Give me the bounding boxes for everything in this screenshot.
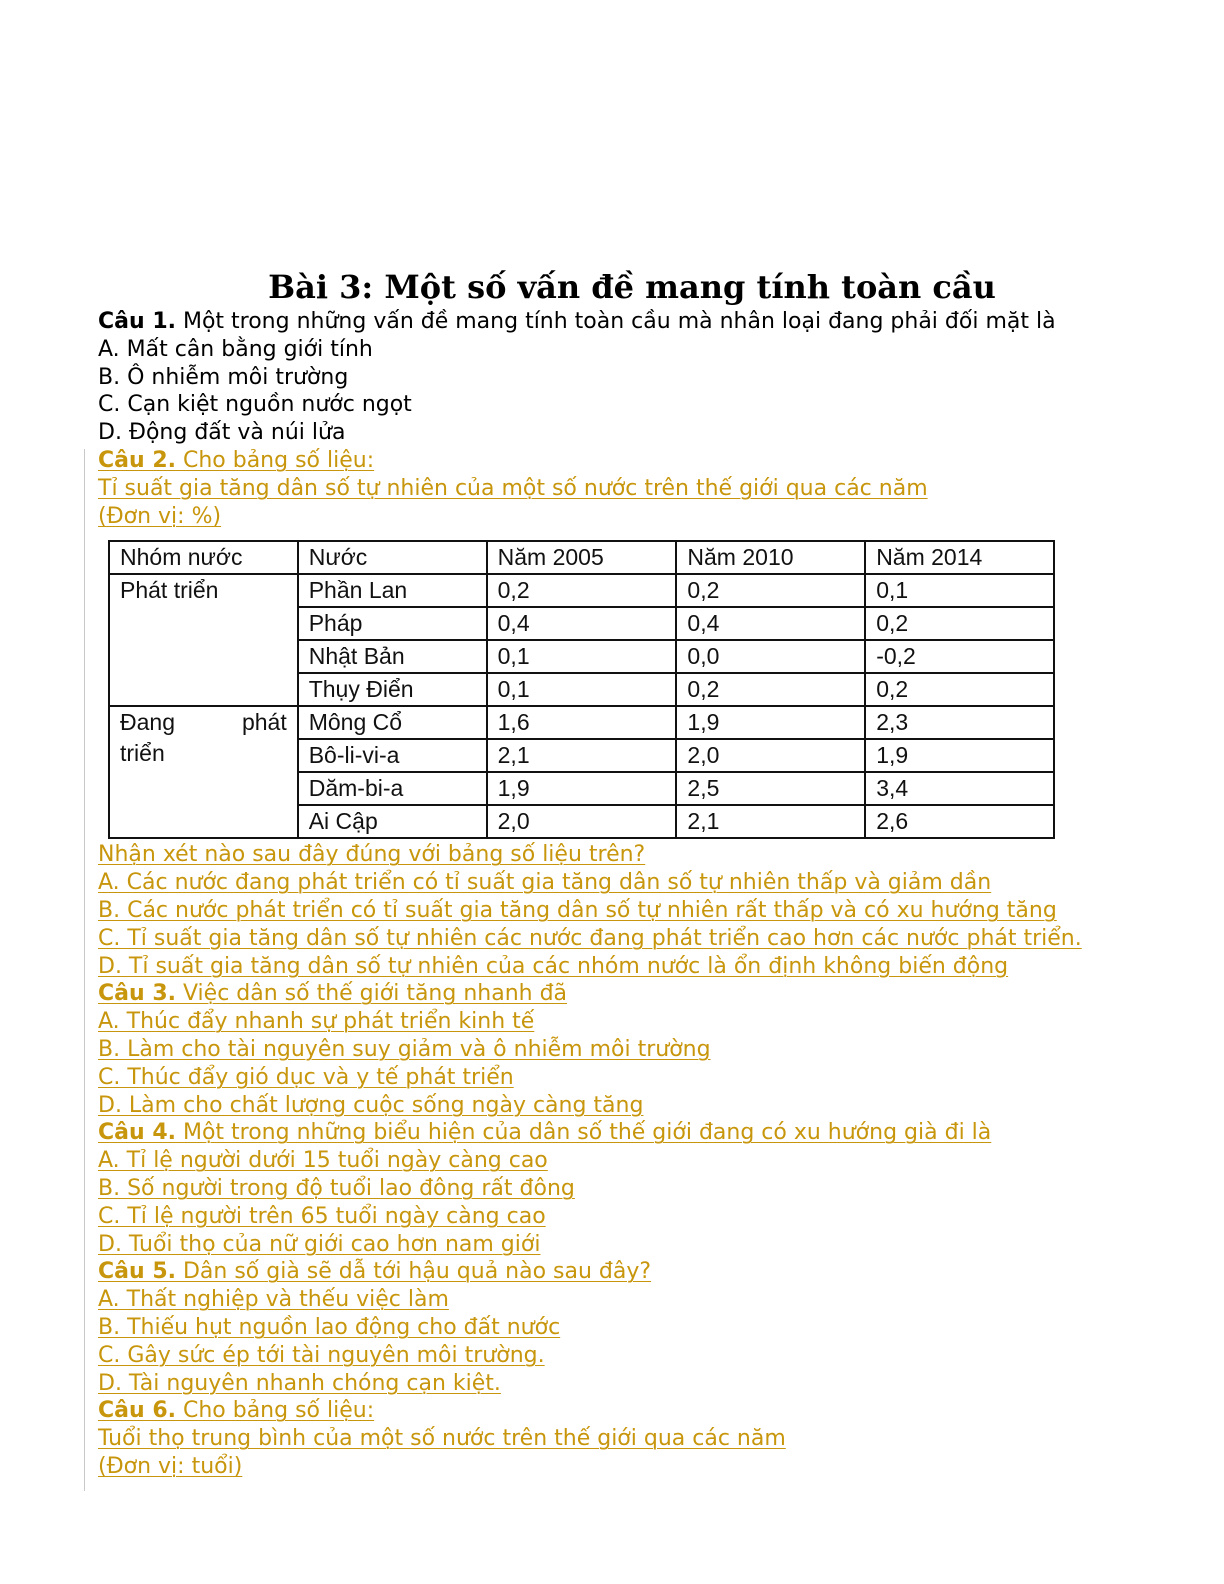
value-cell: 2,0 [487, 805, 677, 838]
q2-table-unit: (Đơn vị: %) [98, 503, 222, 529]
value-cell: 2,6 [865, 805, 1054, 838]
q1-option-b: B. Ô nhiễm môi trường [98, 364, 349, 390]
population-growth-table [108, 540, 1055, 839]
group-developing-first-line [120, 707, 287, 738]
country-cell: Thụy Điển [298, 673, 487, 706]
value-cell: 0,0 [676, 640, 865, 673]
question-1-text: Một trong những vấn đề mang tính toàn cầu mà nhân loại đang phải đối mặt là [175, 309, 1056, 334]
country-cell: Dăm-bi-a [298, 772, 487, 805]
value-cell: 0,2 [676, 673, 865, 706]
value-cell: 1,9 [487, 772, 677, 805]
question-2-text: Cho bảng số liệu: [175, 447, 375, 473]
question-3 [98, 980, 1198, 1008]
value-cell: 0,1 [487, 673, 677, 706]
country-cell: Ai Cập [298, 805, 487, 838]
question-6-text: Cho bảng số liệu: [175, 1398, 375, 1424]
q2-question: Nhận xét nào sau đây đúng với bảng số liệu trên? [98, 842, 646, 868]
value-cell: 0,2 [865, 673, 1054, 706]
value-cell: 2,3 [865, 706, 1054, 739]
page-title: Bài 3: Một số vấn đề mang tính toàn cầu [268, 268, 996, 306]
group-developing-word-1: Đang [120, 709, 175, 736]
value-cell: 0,1 [487, 640, 677, 673]
q6-table-unit: (Đơn vị: tuổi) [98, 1453, 243, 1479]
q2-option-c: C. Tỉ suất gia tăng dân số tự nhiên các nước đang phát triển cao hơn các nước phát triển. [98, 925, 1082, 951]
q3-option-b: B. Làm cho tài nguyên suy giảm và ô nhiễm môi trường [98, 1036, 711, 1062]
value-cell: 2,0 [676, 739, 865, 772]
document-body [98, 308, 1198, 1481]
header-cell: Năm 2014 [865, 541, 1054, 574]
q2-table-caption: Tỉ suất gia tăng dân số tự nhiên của một số nước trên thế giới qua các năm [98, 475, 928, 501]
value-cell: 1,6 [487, 706, 677, 739]
value-cell: 1,9 [676, 706, 865, 739]
table-row [109, 574, 1054, 607]
question-1-label: Câu 1. [98, 309, 176, 334]
country-cell: Phần Lan [298, 574, 487, 607]
question-3-label: Câu 3. [98, 981, 176, 1007]
value-cell: 2,1 [487, 739, 677, 772]
question-1 [98, 308, 1198, 336]
value-cell: 0,2 [487, 574, 677, 607]
value-cell: 3,4 [865, 772, 1054, 805]
table-header-row [109, 541, 1054, 574]
country-cell: Mông Cổ [298, 706, 487, 739]
value-cell: 0,2 [865, 607, 1054, 640]
question-5-text: Dân số già sẽ dẫ tới hậu quả nào sau đây? [175, 1259, 652, 1285]
country-cell: Nhật Bản [298, 640, 487, 673]
q5-option-c: C. Gây sức ép tới tài nguyên môi trường. [98, 1342, 545, 1368]
table-row [109, 706, 1054, 739]
q3-option-c: C. Thúc đẩy gió dục và y tế phát triển [98, 1064, 514, 1090]
q2-option-d: D. Tỉ suất gia tăng dân số tự nhiên của các nhóm nước là ổn định không biến động [98, 953, 1009, 979]
header-cell: Nhóm nước [109, 541, 298, 574]
question-2-label: Câu 2. [98, 447, 176, 473]
q2-data-table-wrap [108, 540, 1198, 839]
value-cell: 2,5 [676, 772, 865, 805]
value-cell: 0,4 [487, 607, 677, 640]
q3-option-a: A. Thúc đẩy nhanh sự phát triển kinh tế [98, 1009, 535, 1035]
question-3-text: Việc dân số thế giới tăng nhanh đã [175, 981, 568, 1007]
question-6 [98, 1397, 1198, 1425]
q2-option-b: B. Các nước phát triển có tỉ suất gia tăng dân số tự nhiên rất thấp và có xu hướng tăng [98, 897, 1057, 923]
group-developed-cell: Phát triển [109, 574, 298, 706]
q2-option-a: A. Các nước đang phát triển có tỉ suất gia tăng dân số tự nhiên thấp và giảm dần [98, 870, 992, 896]
question-4-text: Một trong những biểu hiện của dân số thế giới đang có xu hướng già đi là [175, 1120, 992, 1146]
country-cell: Pháp [298, 607, 487, 640]
group-developing-word-3: triển [120, 740, 165, 767]
question-2 [98, 447, 1198, 475]
value-cell: 0,4 [676, 607, 865, 640]
header-cell: Năm 2010 [676, 541, 865, 574]
q4-option-a: A. Tỉ lệ người dưới 15 tuổi ngày càng cao [98, 1148, 548, 1174]
question-4 [98, 1119, 1198, 1147]
q1-option-d: D. Động đất và núi lửa [98, 420, 346, 446]
value-cell: 2,1 [676, 805, 865, 838]
group-developing-cell [109, 706, 298, 838]
q6-table-caption: Tuổi thọ trung bình của một số nước trên thế giới qua các năm [98, 1426, 786, 1452]
q5-option-d: D. Tài nguyên nhanh chóng cạn kiệt. [98, 1370, 501, 1396]
value-cell: -0,2 [865, 640, 1054, 673]
q4-option-d: D. Tuổi thọ của nữ giới cao hơn nam giới [98, 1231, 541, 1257]
header-cell: Năm 2005 [487, 541, 677, 574]
question-5-label: Câu 5. [98, 1259, 176, 1285]
q4-option-c: C. Tỉ lệ người trên 65 tuổi ngày càng cao [98, 1203, 546, 1229]
question-5 [98, 1258, 1198, 1286]
group-developing-word-2: phát [241, 709, 287, 736]
value-cell: 0,1 [865, 574, 1054, 607]
revision-change-bar [84, 449, 85, 1491]
question-4-label: Câu 4. [98, 1120, 176, 1146]
q4-option-b: B. Số người trong độ tuổi lao đông rất đông [98, 1175, 575, 1201]
value-cell: 0,2 [676, 574, 865, 607]
country-cell: Bô-li-vi-a [298, 739, 487, 772]
q3-option-d: D. Làm cho chất lượng cuộc sống ngày càng tăng [98, 1092, 644, 1118]
q5-option-b: B. Thiếu hụt nguồn lao động cho đất nước [98, 1314, 561, 1340]
question-6-label: Câu 6. [98, 1398, 176, 1424]
header-cell: Nước [298, 541, 487, 574]
q1-option-a: A. Mất cân bằng giới tính [98, 336, 373, 362]
value-cell: 1,9 [865, 739, 1054, 772]
q1-option-c: C. Cạn kiệt nguồn nước ngọt [98, 392, 412, 418]
q5-option-a: A. Thất nghiệp và thếu việc làm [98, 1287, 449, 1313]
